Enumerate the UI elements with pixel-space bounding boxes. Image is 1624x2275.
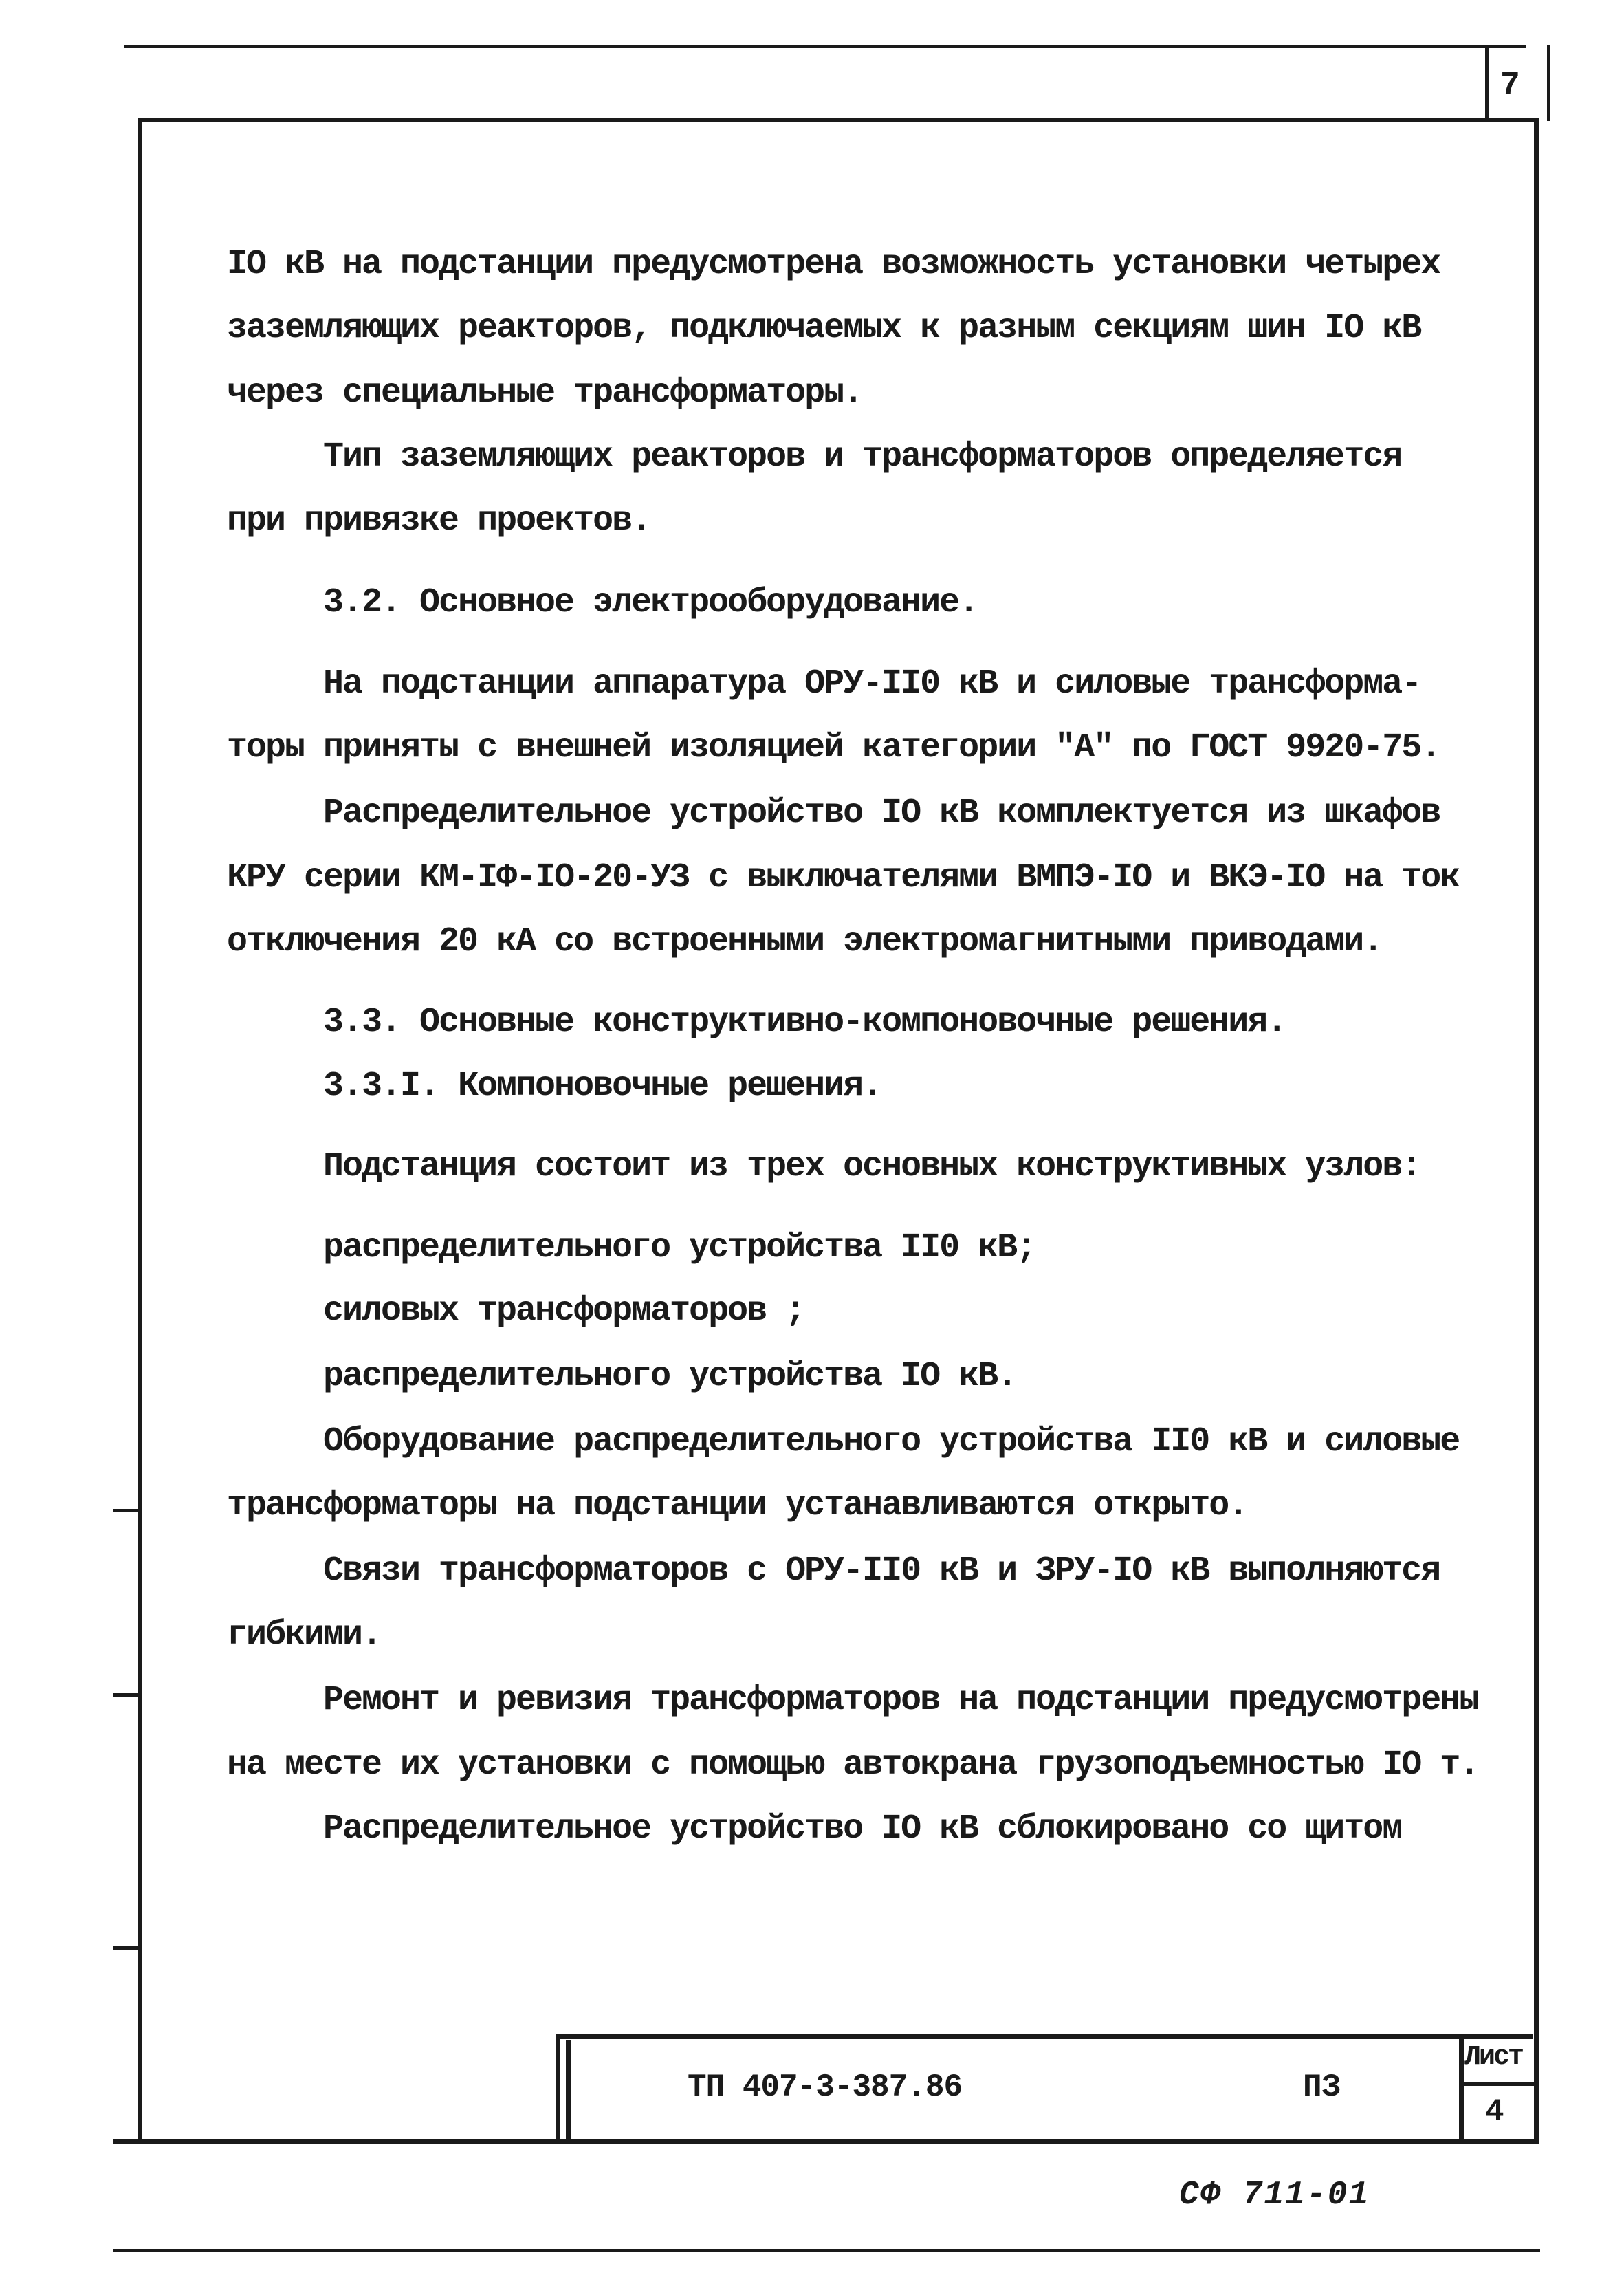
text-line: Подстанция состоит из трех основных конструктивных узлов: bbox=[323, 1147, 1421, 1186]
text-line: Распределительное устройство IO кВ комплектуется из шкафов bbox=[323, 794, 1440, 833]
title-block bbox=[556, 2034, 1533, 2139]
page-frame-right bbox=[1534, 118, 1539, 2144]
title-block-divider bbox=[1459, 2034, 1464, 2139]
subsection-heading: 3.3.I. Компоновочные решения. bbox=[323, 1067, 882, 1106]
text-line: Оборудование распределительного устройства II0 кВ и силовые bbox=[323, 1422, 1460, 1461]
list-item: распределительного устройства II0 кВ; bbox=[323, 1228, 1036, 1267]
document-code: ТП 407-3-387.86 bbox=[688, 2069, 963, 2105]
text-line: заземляющих реакторов, подключаемых к разным секциям шин IO кВ bbox=[227, 309, 1421, 348]
text-line: Тип заземляющих реакторов и трансформаторов определяется bbox=[323, 437, 1402, 477]
text-line: отключения 20 кА со встроенными электромагнитными приводами. bbox=[227, 922, 1383, 961]
text-line: IO кВ на подстанции предусмотрена возможность установки четырех bbox=[227, 245, 1440, 284]
list-item: силовых трансформаторов ; bbox=[323, 1292, 805, 1331]
text-line: КРУ серии КМ-IФ-IO-20-УЗ с выключателями ВМПЭ-IO и ВКЭ-IO на ток bbox=[227, 858, 1460, 897]
sheet-cell-divider bbox=[1459, 2082, 1538, 2086]
section-heading: 3.3. Основные конструктивно-компоновочные решения. bbox=[323, 1003, 1286, 1042]
text-line: На подстанции аппаратура ОРУ-II0 кВ и силовые трансформа- bbox=[323, 664, 1421, 704]
text-line: Распределительное устройство IO кВ сблокировано со щитом bbox=[323, 1809, 1402, 1849]
page-frame-bottom bbox=[113, 2139, 1539, 2144]
bottom-rule bbox=[113, 2249, 1540, 2252]
text-line: Связи трансформаторов с ОРУ-II0 кВ и ЗРУ-IO кВ выполняются bbox=[323, 1552, 1440, 1591]
corner-box-left bbox=[1485, 45, 1489, 121]
text-line: на месте их установки с помощью автокрана грузоподъемностью IO т. bbox=[227, 1745, 1479, 1785]
margin-tick bbox=[113, 1693, 140, 1697]
corner-box-right bbox=[1547, 45, 1550, 121]
top-rule bbox=[124, 45, 1526, 48]
text-line: трансформаторы на подстанции устанавливаются открыто. bbox=[227, 1486, 1248, 1525]
margin-tick bbox=[113, 1946, 140, 1950]
footer-code: СФ 711-01 bbox=[1179, 2177, 1370, 2214]
text-line: торы приняты с внешней изоляцией категории "А" по ГОСТ 9920-75. bbox=[227, 728, 1440, 768]
section-heading: 3.2. Основное электрооборудование. bbox=[323, 583, 978, 622]
sheet-label: Лист bbox=[1464, 2042, 1523, 2073]
text-line: при привязке проектов. bbox=[227, 501, 651, 541]
text-line: Ремонт и ревизия трансформаторов на подстанции предусмотрены bbox=[323, 1681, 1479, 1720]
text-line: гибкими. bbox=[227, 1615, 382, 1655]
corner-page-number: 7 bbox=[1500, 67, 1520, 105]
section-code: ПЗ bbox=[1303, 2069, 1341, 2105]
text-line: через специальные трансформаторы. bbox=[227, 373, 863, 413]
page-frame-left bbox=[138, 118, 142, 2144]
title-block-inner-line bbox=[566, 2040, 571, 2139]
margin-tick bbox=[113, 1509, 140, 1512]
page-frame-top bbox=[138, 118, 1539, 122]
list-item: распределительного устройства IO кВ. bbox=[323, 1357, 1017, 1396]
sheet-number: 4 bbox=[1485, 2094, 1504, 2130]
